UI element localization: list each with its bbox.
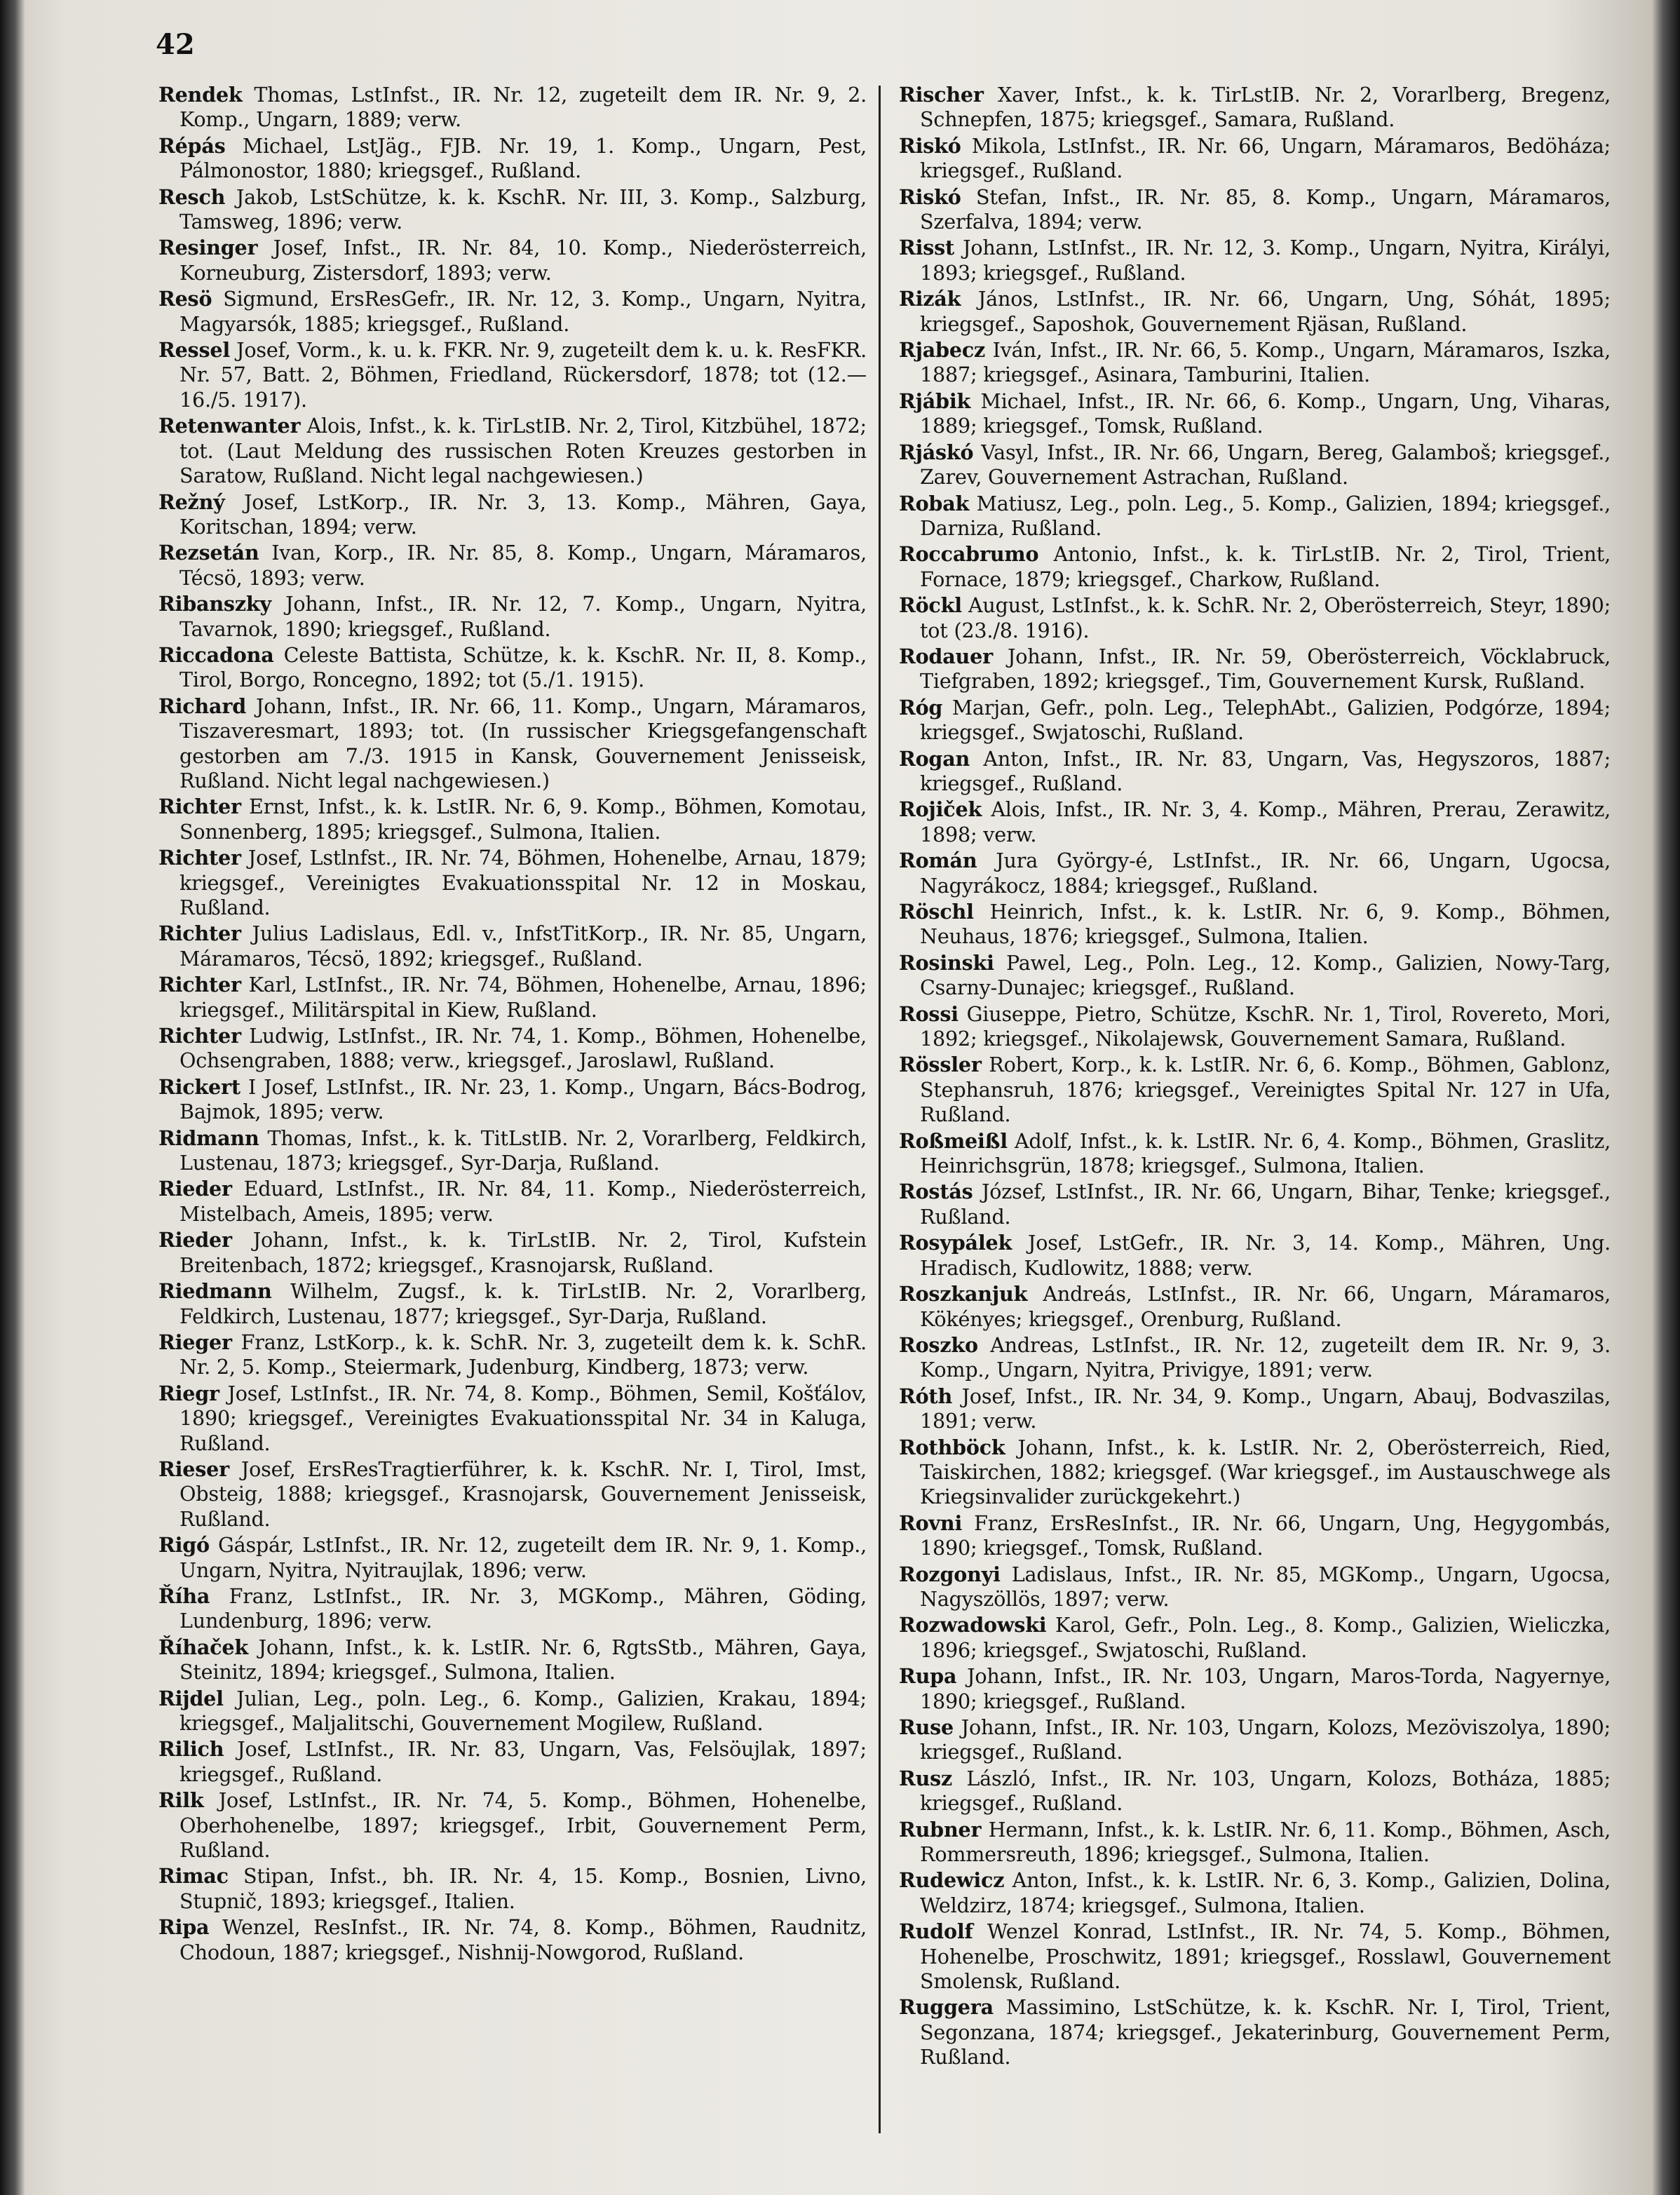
entry-surname: Rozgonyi	[899, 1562, 1001, 1586]
entry-surname: Rjabecz	[899, 338, 986, 363]
list-item	[158, 1687, 867, 1736]
entry-details: Wilhelm, Zugsf., k. k. TirLstIB. Nr. 2, Vorarlberg, Feldkirch, Lustenau, 1877; kriegsgef., Syr-Darja, Rußland.	[179, 1279, 867, 1328]
entry-surname: Rjáskó	[899, 440, 974, 464]
entry-surname: Richter	[158, 795, 241, 819]
list-item	[158, 921, 867, 971]
list-item	[158, 1075, 867, 1125]
entry-details: Michael, Infst., IR. Nr. 66, 6. Komp., Ungarn, Ung, Viharas, 1889; kriegsgef., Tomsk, Rußland.	[920, 389, 1611, 438]
entry-surname: Riccadona	[158, 642, 274, 667]
list-item	[158, 1533, 867, 1583]
entry-surname: Röschl	[899, 900, 974, 924]
list-item	[158, 185, 867, 235]
list-item	[158, 490, 867, 540]
entry-details: Ernst, Infst., k. k. LstIR. Nr. 6, 9. Komp., Böhmen, Komotau, Sonnenberg, 1895; kriegsgef., Sulmona, Italien.	[179, 795, 867, 844]
list-item	[899, 1384, 1611, 1434]
entry-surname: Režný	[158, 489, 225, 514]
entry-details: I Josef, LstInfst., IR. Nr. 23, 1. Komp., Ungarn, Bács-Bodrog, Bajmok, 1895; verw.	[179, 1074, 867, 1124]
list-item	[899, 797, 1611, 847]
list-item	[158, 694, 867, 794]
entry-surname: Rieder	[158, 1177, 232, 1201]
entry-details: Pawel, Leg., Poln. Leg., 12. Komp., Galizien, Nowy-Targ, Csarny-Dunajec; kriegsgef., Rußland.	[920, 950, 1611, 1000]
entry-details: Hermann, Infst., k. k. LstIR. Nr. 6, 11. Komp., Böhmen, Asch, Rommersreuth, 1896; kriegsgef., Sulmona, Italien.	[920, 1817, 1611, 1867]
entry-details: Josef, LstKorp., IR. Nr. 3, 13. Komp., Mähren, Gaya, Koritschan, 1894; verw.	[179, 489, 867, 539]
entry-details: Johann, Infst., k. k. LstIR. Nr. 2, Oberösterreich, Ried, Taiskirchen, 1882; kriegsgef. (War kriegsgef., im Austauschwege als Kriegsinvalider zurückgekehrt.)	[920, 1435, 1611, 1509]
list-item	[899, 1664, 1611, 1714]
entry-details: Vasyl, Infst., IR. Nr. 66, Ungarn, Bereg, Galamboš; kriegsgef., Zarev, Gouvernement Astrachan, Rußland.	[920, 440, 1611, 489]
entry-surname: Roccabrumo	[899, 542, 1039, 567]
entry-surname: Rogan	[899, 746, 970, 771]
entry-surname: Ruggera	[899, 1995, 994, 2020]
entry-surname: Ripa	[158, 1915, 210, 1940]
entry-details: Anton, Infst., k. k. LstIR. Nr. 6, 3. Komp., Galizien, Dolina, Weldzirz, 1874; kriegsgef., Sulmona, Italien.	[920, 1868, 1611, 1917]
list-item	[899, 542, 1611, 592]
entry-surname: Riskó	[899, 133, 961, 158]
list-item	[899, 1995, 1611, 2069]
entry-details: Thomas, Infst., k. k. TitLstIB. Nr. 2, Vorarlberg, Feldkirch, Lustenau, 1873; kriegsgef., Syr-Darja, Rußland.	[179, 1126, 867, 1175]
entry-surname: Rossi	[899, 1001, 958, 1026]
entry-surname: Rigó	[158, 1533, 210, 1558]
entry-surname: Říha	[158, 1583, 210, 1608]
entry-details: Johann, Infst., k. k. LstIR. Nr. 6, RgtsStb., Mähren, Gaya, Steinitz, 1894; kriegsgef., Sulmona, Italien.	[179, 1635, 867, 1684]
entry-details: Johann, LstInfst., IR. Nr. 12, 3. Komp., Ungarn, Nyitra, Királyi, 1893; kriegsgef., Rußland.	[920, 236, 1611, 285]
entry-details: Gáspár, LstInfst., IR. Nr. 12, zugeteilt dem IR. Nr. 9, 1. Komp., Ungarn, Nyitra, Nyitraujlak, 1896; verw.	[179, 1533, 867, 1582]
entry-details: Karl, LstInfst., IR. Nr. 74, Böhmen, Hohenelbe, Arnau, 1896; kriegsgef., Militärspital in Kiew, Rußland.	[179, 973, 867, 1022]
entry-surname: Retenwanter	[158, 414, 301, 438]
list-item	[899, 1919, 1611, 1994]
list-item	[899, 1613, 1611, 1663]
entry-details: Josef, Lstlnfst., IR. Nr. 74, Böhmen, Hohenelbe, Arnau, 1879; kriegsgef., Vereinigtes Evakuationsspital Nr. 12 in Moskau, Rußland.	[179, 846, 867, 919]
entry-surname: Rieder	[158, 1228, 232, 1252]
entry-details: Alois, Infst., IR. Nr. 3, 4. Komp., Mähren, Prerau, Zerawitz, 1898; verw.	[920, 797, 1611, 846]
entry-surname: Rudolf	[899, 1919, 973, 1944]
entry-details: Johann, Infst., IR. Nr. 103, Ungarn, Kolozs, Mezöviszolya, 1890; kriegsgef., Rußland.	[920, 1715, 1611, 1764]
entry-details: Iván, Infst., IR. Nr. 66, 5. Komp., Ungarn, Máramaros, Iszka, 1887; kriegsgef., Asinara, Tamburini, Italien.	[920, 338, 1611, 387]
entry-surname: Rudewicz	[899, 1868, 1005, 1893]
list-item	[158, 1915, 867, 1965]
list-item	[158, 287, 867, 337]
entry-details: Josef, ErsResTragtierführer, k. k. KschR. Nr. I, Tirol, Imst, Obsteig, 1888; kriegsgef., Krasnojarsk, Gouvernement Jenisseisk, Rußland.	[179, 1457, 867, 1531]
entry-details: Johann, Infst., IR. Nr. 59, Oberösterreich, Vöcklabruck, Tiefgraben, 1892; kriegsgef., Tim, Gouvernement Kursk, Rußland.	[920, 644, 1611, 694]
entry-details: Johann, Infst., IR. Nr. 12, 7. Komp., Ungarn, Nyitra, Tavarnok, 1890; kriegsgef., Rußland.	[179, 592, 867, 641]
entry-details: Wenzel Konrad, LstInfst., IR. Nr. 74, 5. Komp., Böhmen, Hohenelbe, Proschwitz, 1891; kriegsgef., Rosslawl, Gouvernement Smolensk, Rußland.	[920, 1919, 1611, 1994]
list-item	[899, 236, 1611, 285]
entry-surname: Resinger	[158, 236, 258, 260]
entry-surname: Roszko	[899, 1332, 978, 1357]
entry-surname: Rijdel	[158, 1686, 224, 1710]
entry-details: Antonio, Infst., k. k. TirLstIB. Nr. 2, Tirol, Trient, Fornace, 1879; kriegsgef., Charkow, Rußland.	[920, 542, 1611, 591]
list-item	[158, 592, 867, 642]
entry-surname: Rieger	[158, 1330, 232, 1354]
entry-surname: Richter	[158, 846, 241, 870]
entry-surname: Rothböck	[899, 1435, 1005, 1459]
list-item	[899, 1715, 1611, 1765]
entry-details: Josef, LstInfst., IR. Nr. 83, Ungarn, Vas, Felsöujlak, 1897; kriegsgef., Rußland.	[179, 1737, 867, 1786]
list-item	[899, 644, 1611, 694]
entry-surname: Ressel	[158, 338, 231, 363]
list-item	[158, 1330, 867, 1380]
entry-details: Josef, LstInfst., IR. Nr. 74, 5. Komp., Böhmen, Hohenelbe, Oberhohenelbe, 1897; kriegsgef., Irbit, Gouvernement Perm, Rußland.	[179, 1788, 867, 1863]
list-item	[158, 134, 867, 184]
entry-details: Johann, Infst., k. k. TirLstIB. Nr. 2, Tirol, Kufstein Breitenbach, 1872; kriegsgef., Krasnojarsk, Rußland.	[179, 1228, 867, 1277]
entry-details: Alois, Infst., k. k. TirLstIB. Nr. 2, Tirol, Kitzbühel, 1872; tot. (Laut Meldung des russischen Roten Kreuzes gestorben in Saratow, Rußland. Nicht legal nachgewiesen.)	[179, 414, 867, 488]
entry-surname: Roszkanjuk	[899, 1282, 1028, 1306]
entry-surname: Rozwadowski	[899, 1613, 1047, 1637]
entry-details: Eduard, LstInfst., IR. Nr. 84, 11. Komp., Niederösterreich, Mistelbach, Ameis, 1895; verw.	[179, 1177, 867, 1226]
list-item	[158, 414, 867, 488]
list-item	[899, 83, 1611, 133]
right-column	[899, 83, 1611, 2072]
list-item	[158, 338, 867, 412]
list-item	[158, 1584, 867, 1634]
entry-details: Celeste Battista, Schütze, k. k. KschR. Nr. II, 8. Komp., Tirol, Borgo, Roncegno, 1892; tot (5./1. 1915).	[179, 642, 867, 692]
list-item	[158, 541, 867, 590]
list-item	[899, 900, 1611, 950]
column-divider	[879, 86, 881, 2133]
entry-surname: Rjábik	[899, 389, 971, 413]
entry-surname: Richard	[158, 694, 247, 718]
entry-details: Michael, LstJäg., FJB. Nr. 19, 1. Komp., Ungarn, Pest, Pálmonostor, 1880; kriegsgef., Rußland.	[179, 133, 867, 183]
entry-details: Giuseppe, Pietro, Schütze, KschR. Nr. 1, Tirol, Rovereto, Mori, 1892; kriegsgef., Nikolajewsk, Gouvernement Samara, Rußland.	[920, 1001, 1611, 1051]
entry-details: Anton, Infst., IR. Nr. 83, Ungarn, Vas, Hegyszoros, 1887; kriegsgef., Rußland.	[920, 746, 1611, 795]
entry-surname: Richter	[158, 921, 241, 946]
entry-surname: Resch	[158, 184, 226, 209]
list-item	[158, 83, 867, 133]
list-item	[158, 846, 867, 920]
list-item	[158, 1457, 867, 1532]
entry-details: Jura György-é, LstInfst., IR. Nr. 66, Ungarn, Ugocsa, Nagyrákocz, 1884; kriegsgef., Rußland.	[920, 849, 1611, 898]
entry-details: Franz, LstInfst., IR. Nr. 3, MGKomp., Mähren, Göding, Lundenburg, 1896; verw.	[179, 1583, 867, 1633]
entry-surname: Risst	[899, 236, 955, 260]
entry-surname: Rubner	[899, 1817, 982, 1842]
list-item	[899, 338, 1611, 388]
entry-details: Franz, LstKorp., k. k. SchR. Nr. 3, zugeteilt dem k. k. SchR. Nr. 2, 5. Komp., Steiermark, Judenburg, Kindberg, 1873; verw.	[179, 1330, 867, 1379]
list-item	[158, 236, 867, 285]
list-item	[158, 1126, 867, 1176]
entry-surname: Robak	[899, 491, 970, 515]
entry-details: Sigmund, ErsResGefr., IR. Nr. 12, 3. Komp., Ungarn, Nyitra, Magyarsók, 1885; kriegsgef., Rußland.	[179, 287, 867, 336]
list-item	[899, 1002, 1611, 1052]
entry-details: Ludwig, LstInfst., IR. Nr. 74, 1. Komp., Böhmen, Hohenelbe, Ochsengraben, 1888; verw., kriegsgef., Jaroslawl, Rußland.	[179, 1024, 867, 1073]
entry-surname: Rupa	[899, 1664, 957, 1689]
entry-details: Marjan, Gefr., poln. Leg., TelephAbt., Galizien, Podgórze, 1894; kriegsgef., Swjatoschi, Rußland.	[920, 695, 1611, 745]
list-item	[158, 1228, 867, 1278]
entry-details: Jakob, LstSchütze, k. k. KschR. Nr. III, 3. Komp., Salzburg, Tamsweg, 1896; verw.	[179, 184, 867, 234]
list-item	[158, 1737, 867, 1787]
entry-surname: Rusz	[899, 1766, 953, 1790]
entry-details: Julius Ladislaus, Edl. v., InfstTitKorp., IR. Nr. 85, Ungarn, Máramaros, Técsö, 1892; kriegsgef., Rußland.	[179, 921, 867, 971]
list-item	[899, 1231, 1611, 1281]
entry-surname: Rovni	[899, 1511, 963, 1535]
entry-details: Karol, Gefr., Poln. Leg., 8. Komp., Galizien, Wieliczka, 1896; kriegsgef., Swjatoschi, Rußland.	[920, 1613, 1611, 1662]
entry-details: Josef, LstGefr., IR. Nr. 3, 14. Komp., Mähren, Ung. Hradisch, Kudlowitz, 1888; verw.	[920, 1231, 1611, 1280]
list-item	[899, 1436, 1611, 1510]
entry-surname: Riedmann	[158, 1279, 272, 1304]
entry-details: Ladislaus, Infst., IR. Nr. 85, MGKomp., Ungarn, Ugocsa, Nagyszöllös, 1897; verw.	[920, 1562, 1611, 1611]
entry-surname: Rischer	[899, 83, 984, 107]
list-item	[899, 492, 1611, 541]
entry-details: Thomas, LstInfst., IR. Nr. 12, zugeteilt dem IR. Nr. 9, 2. Komp., Ungarn, 1889; verw.	[179, 83, 867, 132]
list-item	[899, 849, 1611, 898]
list-item	[899, 1129, 1611, 1179]
left-column	[158, 83, 867, 1966]
entry-details: János, LstInfst., IR. Nr. 66, Ungarn, Ung, Sóhát, 1895; kriegsgef., Saposhok, Gouvernement Rjäsan, Rußland.	[920, 287, 1611, 336]
list-item	[899, 1511, 1611, 1561]
list-item	[158, 1279, 867, 1329]
list-item	[899, 747, 1611, 797]
entry-surname: Riskó	[899, 184, 961, 209]
entry-surname: Répás	[158, 133, 226, 158]
list-item	[899, 440, 1611, 490]
entry-details: Robert, Korp., k. k. LstIR. Nr. 6, 6. Komp., Böhmen, Gablonz, Stephansruh, 1876; kriegsgef., Vereinigtes Spital Nr. 127 in Ufa, Rußland.	[920, 1053, 1611, 1127]
list-item	[158, 1788, 867, 1863]
list-item	[899, 287, 1611, 337]
entry-surname: Richter	[158, 973, 241, 997]
page-number: 42	[156, 28, 195, 61]
entry-details: Wenzel, ResInfst., IR. Nr. 74, 8. Komp., Böhmen, Raudnitz, Chodoun, 1887; kriegsgef., Nishnij-Nowgorod, Rußland.	[179, 1915, 867, 1964]
entry-surname: Ridmann	[158, 1126, 259, 1150]
entry-surname: Resö	[158, 287, 212, 311]
entry-surname: Riegr	[158, 1381, 219, 1405]
list-item	[899, 593, 1611, 643]
entry-surname: Román	[899, 849, 977, 873]
list-item	[899, 1333, 1611, 1383]
entry-details: Heinrich, Infst., k. k. LstIR. Nr. 6, 9. Komp., Böhmen, Neuhaus, 1876; kriegsgef., Sulmona, Italien.	[920, 900, 1611, 949]
entry-details: Johann, Infst., IR. Nr. 66, 11. Komp., Ungarn, Máramaros, Tiszaveresmart, 1893; tot. (In russischer Kriegsgefangenschaft gestorben am 7./3. 1915 in Kansk, Gouvernement Jenisseisk, Rußland. Nicht legal nachgewiesen.)	[179, 694, 867, 792]
entry-surname: Rostás	[899, 1180, 973, 1204]
list-item	[899, 1282, 1611, 1332]
entry-surname: Rilich	[158, 1737, 224, 1762]
list-item	[899, 1562, 1611, 1612]
entry-details: Andreas, LstInfst., IR. Nr. 12, zugeteilt dem IR. Nr. 9, 3. Komp., Ungarn, Nyitra, Privigye, 1891; verw.	[920, 1332, 1611, 1382]
entry-details: Andreás, LstInfst., IR. Nr. 66, Ungarn, Máramaros, Kökényes; kriegsgef., Orenburg, Rußland.	[920, 1282, 1611, 1331]
entry-surname: Róg	[899, 695, 943, 720]
entry-details: Xaver, Infst., k. k. TirLstIB. Nr. 2, Vorarlberg, Bregenz, Schnepfen, 1875; kriegsgef., Samara, Rußland.	[920, 83, 1611, 132]
entry-details: Josef, Vorm., k. u. k. FKR. Nr. 9, zugeteilt dem k. u. k. ResFKR. Nr. 57, Batt. 2, Böhmen, Friedland, Rückersdorf, 1878; tot (12.—16./5. 1917).	[179, 338, 867, 412]
entry-surname: Roßmeißl	[899, 1128, 1008, 1153]
list-item	[158, 643, 867, 693]
entry-surname: Ruse	[899, 1715, 954, 1739]
entry-surname: Rojiček	[899, 797, 982, 822]
list-item	[158, 973, 867, 1022]
entry-surname: Říhaček	[158, 1635, 248, 1659]
list-item	[158, 1635, 867, 1685]
list-item	[899, 1818, 1611, 1868]
entry-details: Matiusz, Leg., poln. Leg., 5. Komp., Galizien, 1894; kriegsgef., Darniza, Rußland.	[920, 491, 1611, 540]
list-item	[899, 1868, 1611, 1918]
list-item	[899, 134, 1611, 184]
entry-details: Ivan, Korp., IR. Nr. 85, 8. Komp., Ungarn, Máramaros, Técsö, 1893; verw.	[179, 541, 867, 590]
entry-details: József, LstInfst., IR. Nr. 66, Ungarn, Bihar, Tenke; kriegsgef., Rußland.	[920, 1180, 1611, 1229]
list-item	[899, 951, 1611, 1001]
entry-surname: Rosypálek	[899, 1231, 1012, 1255]
entry-surname: Rizák	[899, 287, 961, 311]
entry-surname: Rezsetán	[158, 541, 259, 565]
list-item	[899, 696, 1611, 745]
entry-surname: Richter	[158, 1024, 241, 1048]
entry-surname: Rosinski	[899, 950, 994, 975]
entry-surname: Rickert	[158, 1074, 241, 1099]
entry-surname: Rilk	[158, 1788, 204, 1813]
list-item	[158, 1864, 867, 1914]
list-item	[158, 1382, 867, 1456]
entry-surname: Rendek	[158, 83, 243, 107]
page-edge-shadow-left	[0, 0, 25, 2195]
entry-surname: Rieser	[158, 1457, 229, 1481]
entry-surname: Röckl	[899, 593, 962, 618]
list-item	[899, 1767, 1611, 1816]
entry-details: Josef, LstInfst., IR. Nr. 74, 8. Komp., Böhmen, Semil, Košťálov, 1890; kriegsgef., Vereinigtes Evakuationsspital Nr. 34 in Kaluga, Rußland.	[179, 1381, 867, 1455]
list-item	[899, 1053, 1611, 1127]
list-item	[158, 1177, 867, 1227]
entry-details: Josef, Infst., IR. Nr. 84, 10. Komp., Niederösterreich, Korneuburg, Zistersdorf, 1893; verw.	[179, 236, 867, 285]
entry-details: Julian, Leg., poln. Leg., 6. Komp., Galizien, Krakau, 1894; kriegsgef., Maljalitschi, Gouvernement Mogilew, Rußland.	[179, 1686, 867, 1735]
list-item	[899, 389, 1611, 439]
entry-surname: Ribanszky	[158, 592, 271, 616]
entry-details: Stefan, Infst., IR. Nr. 85, 8. Komp., Ungarn, Máramaros, Szerfalva, 1894; verw.	[920, 184, 1611, 234]
entry-surname: Rössler	[899, 1053, 982, 1077]
entry-surname: Rimac	[158, 1864, 229, 1889]
list-item	[899, 185, 1611, 235]
entry-surname: Róth	[899, 1384, 953, 1408]
list-item	[158, 795, 867, 844]
entry-details: László, Infst., IR. Nr. 103, Ungarn, Kolozs, Botháza, 1885; kriegsgef., Rußland.	[920, 1766, 1611, 1816]
entry-surname: Rodauer	[899, 644, 994, 668]
entry-details: Stipan, Infst., bh. IR. Nr. 4, 15. Komp., Bosnien, Livno, Stupnič, 1893; kriegsgef., Italien.	[179, 1864, 867, 1913]
entry-details: Mikola, LstInfst., IR. Nr. 66, Ungarn, Máramaros, Bedöháza; kriegsgef., Rußland.	[920, 133, 1611, 183]
list-item	[158, 1024, 867, 1074]
entry-details: Johann, Infst., IR. Nr. 103, Ungarn, Maros-Torda, Nagyernye, 1890; kriegsgef., Rußland.	[920, 1664, 1611, 1713]
entry-details: Massimino, LstSchütze, k. k. KschR. Nr. I, Tirol, Trient, Segonzana, 1874; kriegsgef., Jekaterinburg, Gouvernement Perm, Rußland.	[920, 1995, 1611, 2069]
entry-details: Adolf, Infst., k. k. LstIR. Nr. 6, 4. Komp., Böhmen, Graslitz, Heinrichsgrün, 1878; kriegsgef., Sulmona, Italien.	[920, 1128, 1611, 1178]
entry-details: Franz, ErsResInfst., IR. Nr. 66, Ungarn, Ung, Hegygombás, 1890; kriegsgef., Tomsk, Rußland.	[920, 1511, 1611, 1560]
entry-details: August, LstInfst., k. k. SchR. Nr. 2, Oberösterreich, Steyr, 1890; tot (23./8. 1916).	[920, 593, 1611, 642]
page-edge-shadow-right	[1652, 0, 1680, 2195]
list-item	[899, 1180, 1611, 1229]
entry-details: Josef, Infst., IR. Nr. 34, 9. Komp., Ungarn, Abauj, Bodvaszilas, 1891; verw.	[920, 1384, 1611, 1433]
